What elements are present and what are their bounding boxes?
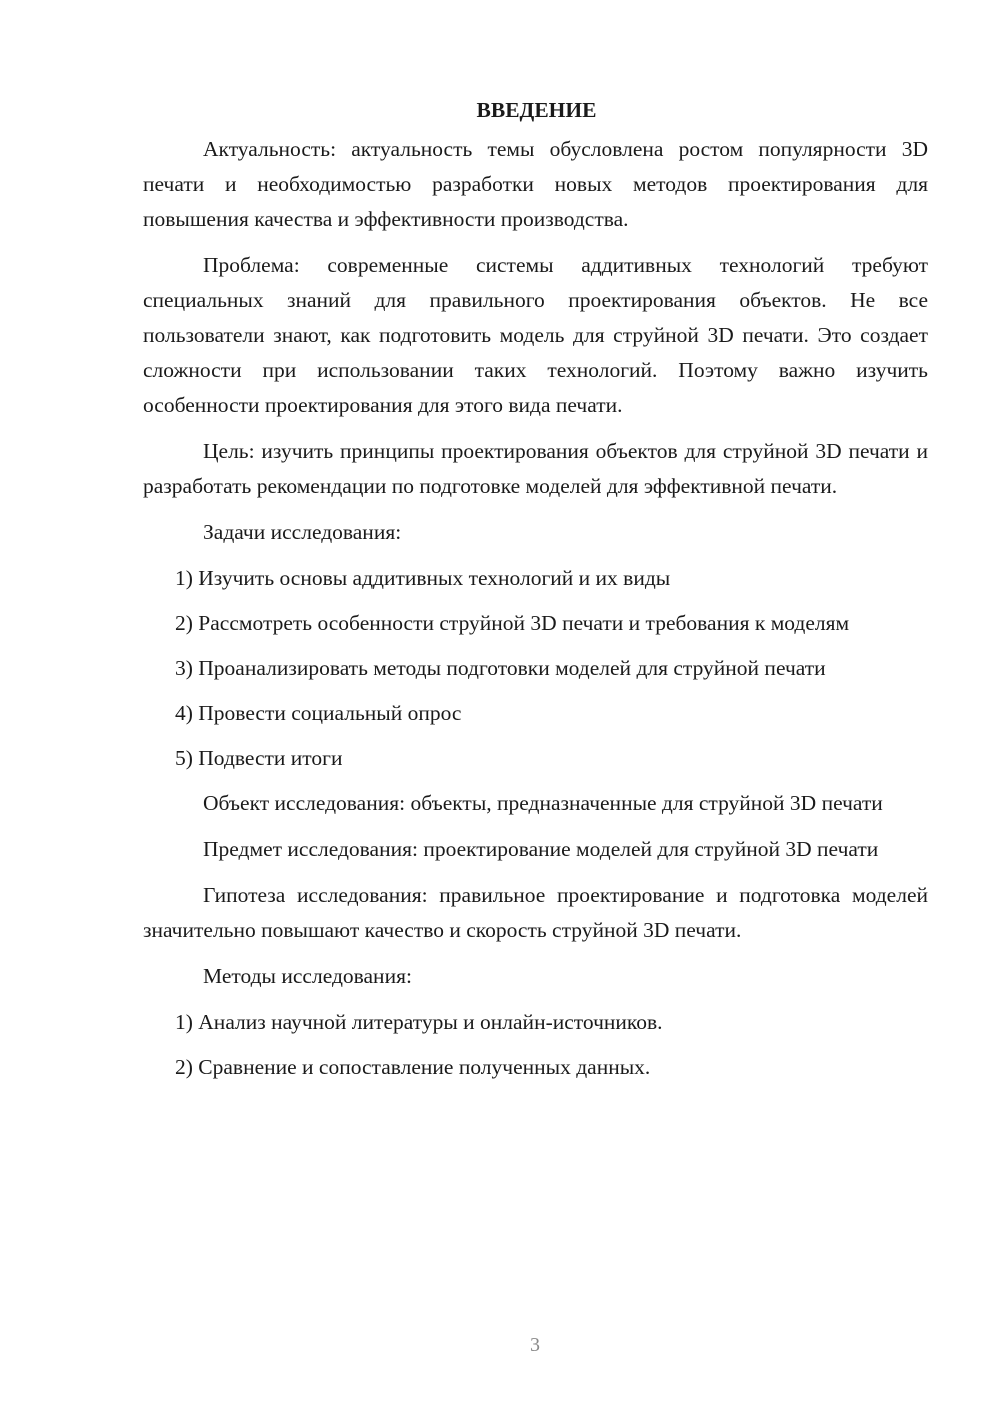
methods-label: Методы исследования: xyxy=(203,964,412,988)
tasks-label: Задачи исследования: xyxy=(203,520,402,544)
task-item: 5) Подвести итоги xyxy=(175,746,343,770)
task-item: 2) Рассмотреть особенности струйной 3D печати и требования к моделям xyxy=(175,611,850,635)
hypothesis-paragraph: Гипотеза исследования: правильное проектирование и подготовка моделей значительно повышают качество и скорость струйной 3D печати. xyxy=(143,883,928,942)
page-title: ВВЕДЕНИЕ xyxy=(476,98,597,122)
task-item: 1) Изучить основы аддитивных технологий и их виды xyxy=(175,566,671,590)
method-item: 1) Анализ научной литературы и онлайн-источников. xyxy=(175,1010,663,1034)
document-page xyxy=(143,92,928,1095)
method-item: 2) Сравнение и сопоставление полученных данных. xyxy=(175,1055,651,1079)
page-number: 3 xyxy=(530,1334,540,1356)
task-item: 4) Провести социальный опрос xyxy=(175,701,462,725)
problem-paragraph: Проблема: современные системы аддитивных технологий требуют специальных знаний для правильного проектирования объектов. Не все пользователи знают, как подготовить модель для струйной 3D печати. Это создает сложности при использовании таких технологий. Поэтому важно изучить особенности проектирования для этого вида печати. xyxy=(143,253,928,417)
object-paragraph: Объект исследования: объекты, предназначенные для струйной 3D печати xyxy=(203,791,883,815)
goal-paragraph: Цель: изучить принципы проектирования объектов для струйной 3D печати и разработать рекомендации по подготовке моделей для эффективной печати. xyxy=(143,439,928,498)
task-item: 3) Проанализировать методы подготовки моделей для струйной печати xyxy=(175,656,826,680)
subject-paragraph: Предмет исследования: проектирование моделей для струйной 3D печати xyxy=(203,837,879,861)
relevance-paragraph: Актуальность: актуальность темы обусловлена ростом популярности 3D печати и необходимостью разработки новых методов проектирования для повышения качества и эффективности производства. xyxy=(143,137,928,231)
